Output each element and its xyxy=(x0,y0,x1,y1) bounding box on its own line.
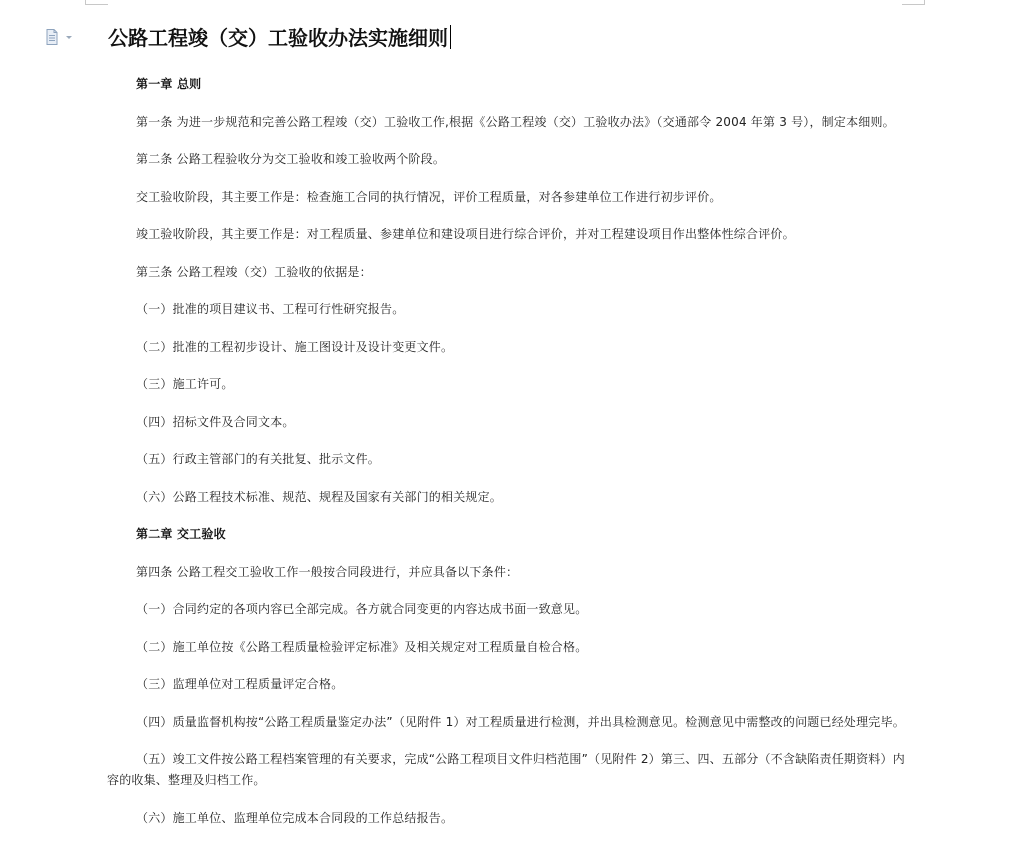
paragraph: （五）行政主管部门的有关批复、批示文件。 xyxy=(136,452,381,466)
paragraph: （一）合同约定的各项内容已全部完成。各方就合同变更的内容达成书面一致意见。 xyxy=(136,602,588,616)
page-corner-top-left xyxy=(85,0,108,5)
document-body[interactable] xyxy=(107,74,907,829)
paragraph: （一）批准的项目建议书、工程可行性研究报告。 xyxy=(136,302,405,316)
text-cursor xyxy=(450,25,451,49)
chapter-heading: 第一章 总则 xyxy=(136,77,202,91)
paragraph: （四）质量监督机构按“公路工程质量鉴定办法”（见附件 1）对工程质量进行检测，并出具检测意见。检测意见中需整改的问题已经处理完毕。 xyxy=(136,714,905,729)
paragraph: （六）公路工程技术标准、规范、规程及国家有关部门的相关规定。 xyxy=(136,489,503,504)
chapter-heading: 第二章 交工验收 xyxy=(136,527,226,541)
paragraph: 第二条 公路工程验收分为交工验收和竣工验收两个阶段。 xyxy=(136,152,446,166)
paragraph: （四）招标文件及合同文本。 xyxy=(136,414,295,429)
paragraph: 第一条 为进一步规范和完善公路工程竣（交）工验收工作,根据《公路工程竣（交）工验收办法》（交通部令 2004 年第 3 号），制定本细则。 xyxy=(136,114,895,129)
paragraph: （二）施工单位按《公路工程质量检验评定标准》及相关规定对工程质量自检合格。 xyxy=(136,639,588,654)
paragraph: （三）施工许可。 xyxy=(136,377,234,391)
paragraph: 交工验收阶段，其主要工作是：检查施工合同的执行情况，评价工程质量，对各参建单位工作进行初步评价。 xyxy=(136,189,722,204)
paragraph: （二）批准的工程初步设计、施工图设计及设计变更文件。 xyxy=(136,339,454,354)
paragraph: 第三条 公路工程竣（交）工验收的依据是： xyxy=(136,264,372,279)
paragraph: 第四条 公路工程交工验收工作一般按合同段进行，并应具备以下条件： xyxy=(136,564,519,579)
paragraph: 竣工验收阶段，其主要工作是：对工程质量、参建单位和建设项目进行综合评价，并对工程建设项目作出整体性综合评价。 xyxy=(136,227,795,241)
paragraph-format-icon[interactable] xyxy=(46,29,74,45)
document-title[interactable]: 公路工程竣（交）工验收办法实施细则 xyxy=(108,24,451,52)
paragraph: （五）竣工文件按公路工程档案管理的有关要求，完成“公路工程项目文件归档范围”（见附件 2）第三、四、五部分（不含缺陷责任期资料）内容的收集、整理及归档工作。 xyxy=(107,752,905,787)
paragraph: （三）监理单位对工程质量评定合格。 xyxy=(136,677,344,691)
page-corner-top-right xyxy=(902,0,925,5)
paragraph: （六）施工单位、监理单位完成本合同段的工作总结报告。 xyxy=(136,810,454,825)
